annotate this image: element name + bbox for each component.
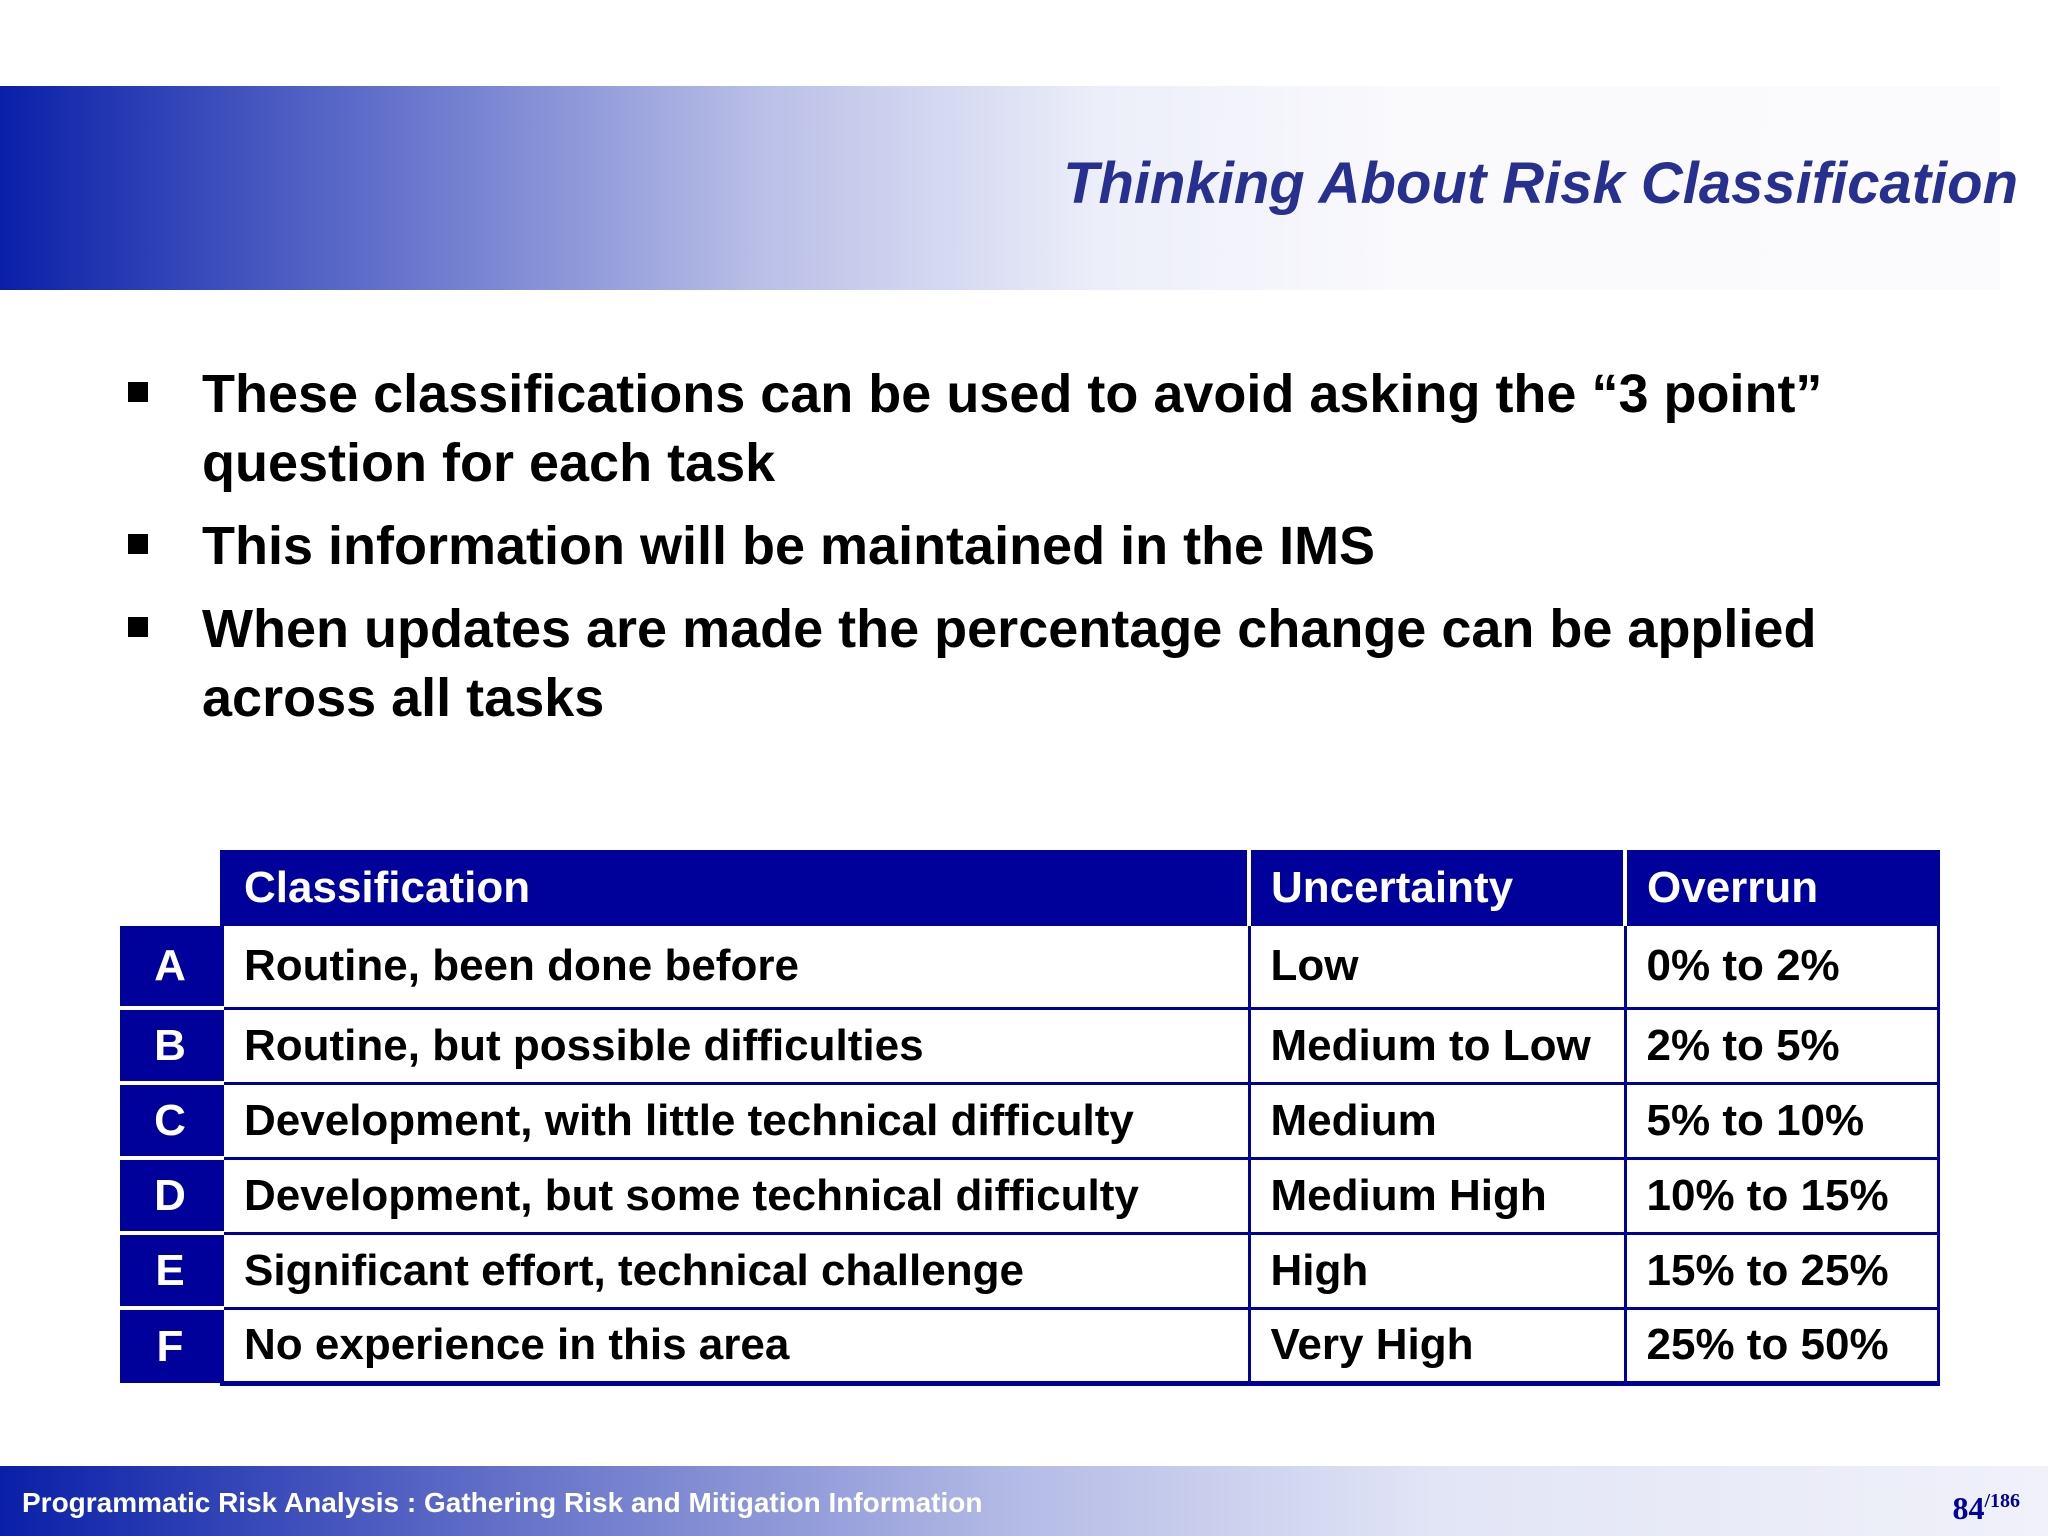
square-bullet-icon	[128, 534, 148, 554]
table-row	[120, 926, 1938, 1008]
header-uncertainty: Uncertainty	[1249, 850, 1625, 926]
cell-uncertainty: Medium High	[1249, 1158, 1625, 1233]
cell-classification: Routine, been done before	[222, 926, 1249, 1008]
row-letter: B	[120, 1008, 222, 1083]
row-letter: C	[120, 1083, 222, 1158]
header-classification: Classification	[222, 850, 1249, 926]
table-row	[120, 1308, 1938, 1383]
header-blank-cell	[120, 850, 222, 926]
table-header-row	[120, 850, 1938, 926]
row-letter: D	[120, 1158, 222, 1233]
cell-overrun: 0% to 2%	[1625, 926, 1938, 1008]
square-bullet-icon	[128, 382, 148, 402]
cell-classification: Development, but some technical difficulty	[222, 1158, 1249, 1233]
cell-classification: Routine, but possible difficulties	[222, 1008, 1249, 1083]
row-letter: F	[120, 1308, 222, 1383]
bullet-list	[128, 360, 1988, 747]
cell-overrun: 10% to 15%	[1625, 1158, 1938, 1233]
table-row	[120, 1158, 1938, 1233]
cell-overrun: 25% to 50%	[1625, 1308, 1938, 1383]
bullet-text: These classifications can be used to avoid asking the “3 point” question for each task	[202, 364, 1823, 493]
cell-overrun: 2% to 5%	[1625, 1008, 1938, 1083]
cell-uncertainty: Very High	[1249, 1308, 1625, 1383]
cell-classification: Development, with little technical difficulty	[222, 1083, 1249, 1158]
table-row	[120, 1233, 1938, 1308]
page-number	[1952, 1490, 2020, 1527]
cell-overrun: 15% to 25%	[1625, 1233, 1938, 1308]
cell-uncertainty: High	[1249, 1233, 1625, 1308]
bullet-text: When updates are made the percentage change can be applied across all tasks	[202, 599, 1817, 728]
table-row	[120, 1083, 1938, 1158]
cell-uncertainty: Low	[1249, 926, 1625, 1008]
footer-text: Programmatic Risk Analysis : Gathering Risk and Mitigation Information	[22, 1487, 983, 1518]
bullet-item	[128, 360, 1988, 498]
row-letter: E	[120, 1233, 222, 1308]
bullet-item	[128, 512, 1988, 581]
table-row	[120, 1008, 1938, 1083]
cell-uncertainty: Medium to Low	[1249, 1008, 1625, 1083]
page-current: 84	[1952, 1490, 1985, 1526]
risk-classification-table	[120, 850, 1940, 1386]
cell-uncertainty: Medium	[1249, 1083, 1625, 1158]
cell-classification: No experience in this area	[222, 1308, 1249, 1383]
cell-overrun: 5% to 10%	[1625, 1083, 1938, 1158]
page-total: /186	[1984, 1490, 2020, 1512]
bullet-text: This information will be maintained in the IMS	[202, 516, 1376, 576]
bullet-item	[128, 595, 1988, 733]
header-overrun: Overrun	[1625, 850, 1938, 926]
row-letter: A	[120, 926, 222, 1008]
cell-classification: Significant effort, technical challenge	[222, 1233, 1249, 1308]
square-bullet-icon	[128, 617, 148, 637]
slide-title: Thinking About Risk Classification	[1063, 151, 2018, 216]
